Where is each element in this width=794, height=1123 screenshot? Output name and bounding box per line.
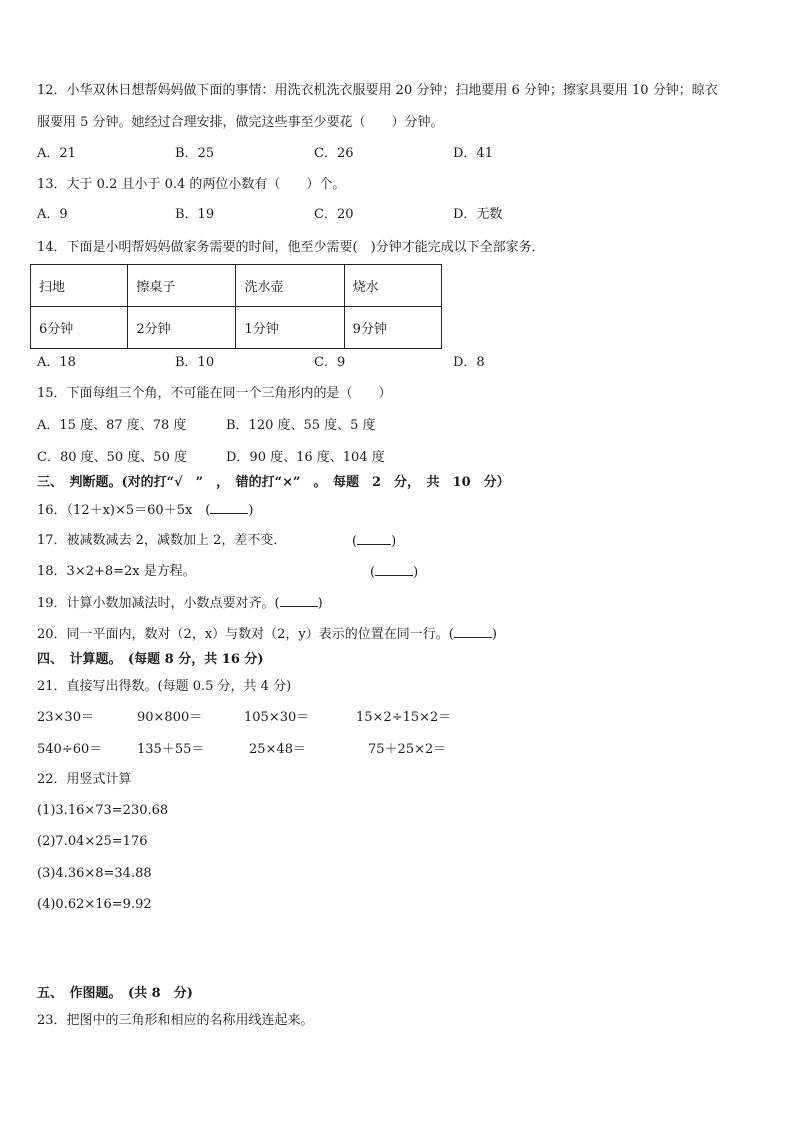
q15-option-d: D．90 度、16 度、104 度 xyxy=(226,450,385,465)
answer-blank[interactable] xyxy=(454,625,492,638)
table-cell: 洗水壶 xyxy=(236,265,344,307)
q18-open-paren: ( xyxy=(370,565,376,580)
q21-item: 540÷60＝ xyxy=(37,742,103,757)
table-cell: 6分钟 xyxy=(31,307,128,349)
q13-option-a: A．9 xyxy=(37,207,68,222)
q20-close-paren: ) xyxy=(491,627,497,642)
q15-option-b: B．120 度、55 度、5 度 xyxy=(226,418,376,433)
table-row xyxy=(31,307,442,349)
q17-text: 17．被减数减去 2，减数加上 2，差不变． xyxy=(37,533,287,548)
table-header-row xyxy=(31,265,442,307)
section-5-title: 五、 作图题。 (共 8 分) xyxy=(37,986,193,1001)
table-cell: 扫地 xyxy=(31,265,128,307)
q14-text: 14．下面是小明帮妈妈做家务需要的时间，他至少需要( )分钟才能完成以下全部家务． xyxy=(37,240,545,255)
q20-line xyxy=(37,625,497,644)
q12-option-d: D．41 xyxy=(453,146,493,161)
answer-blank[interactable] xyxy=(375,563,413,576)
q19-text: 19．计算小数加减法时，小数点要对齐。( xyxy=(37,596,280,611)
table-cell: 2分钟 xyxy=(128,307,236,349)
q17-answer xyxy=(352,532,396,551)
q13-option-b: B．19 xyxy=(175,207,215,222)
q15-text: 15．下面每组三个角，不可能在同一个三角形内的是（ ） xyxy=(37,386,392,401)
q17-open-paren: ( xyxy=(352,534,358,549)
q21-item: 25×48＝ xyxy=(249,742,306,757)
q21-text: 21．直接写出得数。(每题 0.5 分，共 4 分) xyxy=(37,679,292,694)
q12-text-line2: 服要用 5 分钟。她经过合理安排，做完这些事至少要花（ ）分钟。 xyxy=(37,115,444,130)
q13-option-c: C．20 xyxy=(314,207,354,222)
q19-close-paren: ) xyxy=(317,596,323,611)
q21-item: 105×30＝ xyxy=(244,710,310,725)
q20-text: 20．同一平面内，数对（2，x）与数对（2，y）表示的位置在同一行。( xyxy=(37,627,454,642)
q21-item: 15×2÷15×2＝ xyxy=(356,710,452,725)
q12-option-a: A．21 xyxy=(37,146,76,161)
q21-item: 23×30＝ xyxy=(37,710,94,725)
q14-option-c: C．9 xyxy=(314,355,346,370)
table-cell: 擦桌子 xyxy=(128,265,236,307)
chores-table xyxy=(30,264,442,349)
q16-text: 16．（12＋x)×5＝60＋5x ( xyxy=(37,503,211,518)
q19-line xyxy=(37,594,323,613)
q12-text-line1: 12．小华双休日想帮妈妈做下面的事情：用洗衣机洗衣服要用 20 分钟；扫地要用 6 分钟；擦家具要用 10 分钟；晾衣 xyxy=(37,83,718,98)
q14-option-a: A．18 xyxy=(37,355,76,370)
answer-blank[interactable] xyxy=(357,532,391,545)
q16-line xyxy=(37,501,253,520)
answer-blank[interactable] xyxy=(210,501,248,514)
q14-option-b: B．10 xyxy=(175,355,215,370)
q15-option-c: C．80 度、50 度、50 度 xyxy=(37,450,187,465)
q15-option-a: A．15 度、87 度、78 度 xyxy=(37,418,187,433)
q17-close-paren: ) xyxy=(391,534,397,549)
table-cell: 1分钟 xyxy=(236,307,344,349)
q16-close-paren: ) xyxy=(248,503,254,518)
q22-item: (3)4.36×8=34.88 xyxy=(37,866,152,881)
q18-close-paren: ) xyxy=(413,565,419,580)
q12-option-b: B．25 xyxy=(175,146,215,161)
q23-text: 23．把图中的三角形和相应的名称用线连起来。 xyxy=(37,1013,314,1028)
q18-answer xyxy=(370,563,418,582)
q21-item: 90×800＝ xyxy=(137,710,203,725)
q18-text: 18．3×2+8=2x 是方程。 xyxy=(37,564,196,579)
q22-item: (1)3.16×73=230.68 xyxy=(37,803,169,818)
section-3-title: 三、 判断题。(对的打“√ ” ， 错的打“×” 。 每题 2 分， 共 10 分） xyxy=(37,475,510,490)
q22-item: (2)7.04×25=176 xyxy=(37,834,148,849)
q13-option-d: D．无数 xyxy=(453,207,503,222)
q21-item: 135＋55＝ xyxy=(137,742,205,757)
q21-item: 75＋25×2＝ xyxy=(368,742,447,757)
answer-blank[interactable] xyxy=(280,594,318,607)
table-cell: 烧水 xyxy=(344,265,441,307)
q13-text: 13．大于 0.2 且小于 0.4 的两位小数有（ ）个。 xyxy=(37,177,346,192)
q12-option-c: C．26 xyxy=(314,146,354,161)
q14-option-d: D．8 xyxy=(453,355,485,370)
q22-text: 22．用竖式计算 xyxy=(37,772,132,787)
table-cell: 9分钟 xyxy=(344,307,441,349)
section-4-title: 四、 计算题。 (每题 8 分，共 16 分) xyxy=(37,652,264,667)
q22-item: (4)0.62×16=9.92 xyxy=(37,897,152,912)
